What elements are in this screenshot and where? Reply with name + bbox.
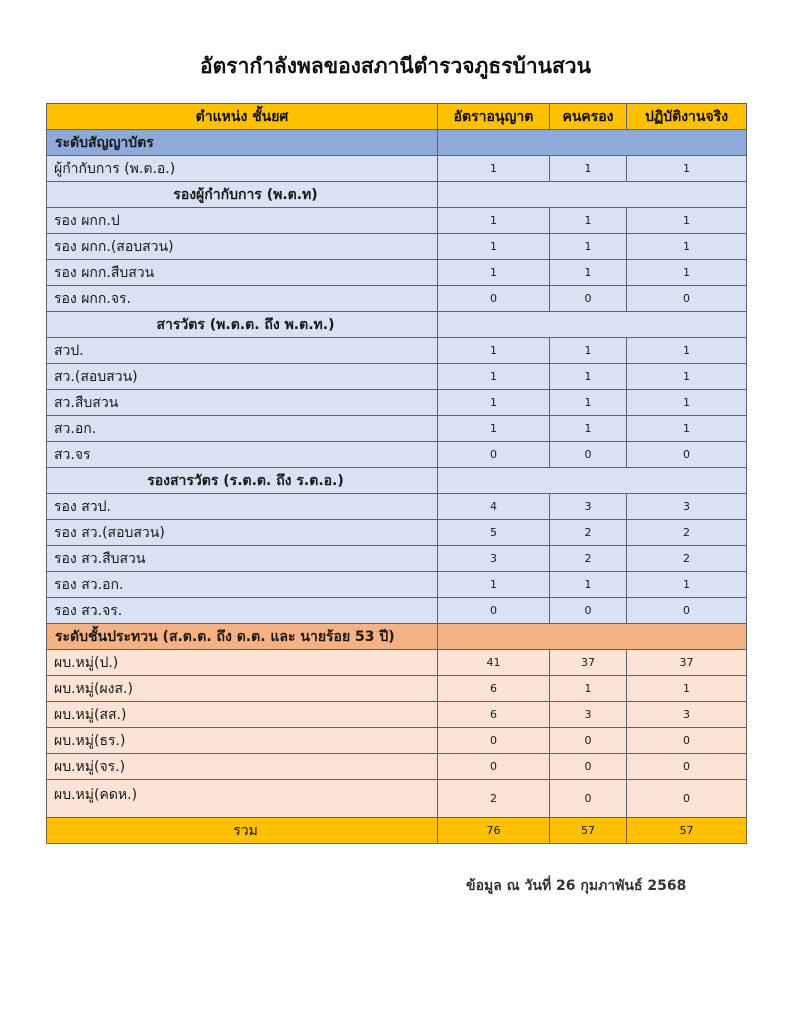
holding-cell: 37 [550, 650, 627, 676]
authorized-cell: 1 [438, 260, 550, 286]
authorized-cell: 1 [438, 156, 550, 182]
holding-cell: 1 [550, 234, 627, 260]
holding-cell: 1 [550, 338, 627, 364]
total-row [47, 818, 747, 844]
holding-cell: 2 [550, 520, 627, 546]
table-row [47, 572, 747, 598]
position-cell: สว.จร [47, 442, 438, 468]
section-spacer [438, 130, 747, 156]
authorized-cell: 1 [438, 208, 550, 234]
holding-cell: 0 [550, 286, 627, 312]
position-cell: รอง สว.จร. [47, 598, 438, 624]
header-position: ตำแหน่ง ชั้นยศ [47, 104, 438, 130]
holding-cell: 2 [550, 546, 627, 572]
table-row [47, 260, 747, 286]
position-cell: ผู้กำกับการ (พ.ต.อ.) [47, 156, 438, 182]
active-cell: 1 [627, 260, 747, 286]
total-holding: 57 [550, 818, 627, 844]
page-title: อัตรากำลังพลของสภานีตำรวจภูธรบ้านสวน [200, 54, 591, 78]
active-cell: 2 [627, 546, 747, 572]
authorized-cell: 6 [438, 676, 550, 702]
active-cell: 0 [627, 728, 747, 754]
table-row [47, 676, 747, 702]
table-row [47, 520, 747, 546]
authorized-cell: 1 [438, 572, 550, 598]
authorized-cell: 4 [438, 494, 550, 520]
authorized-cell: 5 [438, 520, 550, 546]
authorized-cell: 1 [438, 338, 550, 364]
position-cell: รอง สวป. [47, 494, 438, 520]
authorized-cell: 1 [438, 364, 550, 390]
active-cell: 0 [627, 754, 747, 780]
subsection-label: รองผู้กำกับการ (พ.ต.ท) [47, 182, 438, 208]
active-cell: 1 [627, 676, 747, 702]
active-cell: 1 [627, 364, 747, 390]
table-row [47, 390, 747, 416]
position-cell: สวป. [47, 338, 438, 364]
holding-cell: 0 [550, 728, 627, 754]
subsection-row-deputy-inspector [47, 468, 747, 494]
active-cell: 0 [627, 442, 747, 468]
position-cell: รอง ผกก.สืบสวน [47, 260, 438, 286]
header-authorized: อัตราอนุญาต [438, 104, 550, 130]
subsection-row-inspector [47, 312, 747, 338]
position-cell: ผบ.หมู่(คดห.) [47, 780, 438, 818]
section-row-commissioned [47, 130, 747, 156]
authorized-cell: 0 [438, 286, 550, 312]
position-cell: ผบ.หมู่(จร.) [47, 754, 438, 780]
section-label: ระดับสัญญาบัตร [47, 130, 438, 156]
header-holding: คนครอง [550, 104, 627, 130]
table-header-row [47, 104, 747, 130]
authorized-cell: 0 [438, 754, 550, 780]
section-spacer [438, 312, 747, 338]
table-row [47, 494, 747, 520]
active-cell: 37 [627, 650, 747, 676]
position-cell: รอง ผกก.จร. [47, 286, 438, 312]
position-cell: สว.(สอบสวน) [47, 364, 438, 390]
position-cell: ผบ.หมู่(ผงส.) [47, 676, 438, 702]
holding-cell: 0 [550, 780, 627, 818]
table-row [47, 416, 747, 442]
section-spacer [438, 468, 747, 494]
active-cell: 3 [627, 702, 747, 728]
active-cell: 1 [627, 156, 747, 182]
holding-cell: 1 [550, 260, 627, 286]
position-cell: ผบ.หมู่(ธร.) [47, 728, 438, 754]
total-label: รวม [47, 818, 438, 844]
table-row [47, 546, 747, 572]
table-row [47, 754, 747, 780]
holding-cell: 1 [550, 390, 627, 416]
table-row [47, 728, 747, 754]
table-row [47, 650, 747, 676]
authorized-cell: 0 [438, 728, 550, 754]
holding-cell: 1 [550, 364, 627, 390]
position-cell: ผบ.หมู่(ป.) [47, 650, 438, 676]
position-cell: สว.สืบสวน [47, 390, 438, 416]
table-row [47, 598, 747, 624]
authorized-cell: 0 [438, 442, 550, 468]
authorized-cell: 2 [438, 780, 550, 818]
authorized-cell: 1 [438, 416, 550, 442]
active-cell: 1 [627, 416, 747, 442]
active-cell: 1 [627, 572, 747, 598]
holding-cell: 1 [550, 416, 627, 442]
table-row [47, 234, 747, 260]
table-row [47, 442, 747, 468]
table-row [47, 702, 747, 728]
authorized-cell: 0 [438, 598, 550, 624]
total-active: 57 [627, 818, 747, 844]
subsection-row-deputy-superintendent [47, 182, 747, 208]
section-spacer [438, 624, 747, 650]
active-cell: 2 [627, 520, 747, 546]
position-cell: รอง สว.สืบสวน [47, 546, 438, 572]
active-cell: 1 [627, 234, 747, 260]
section-spacer [438, 182, 747, 208]
position-cell: สว.อก. [47, 416, 438, 442]
holding-cell: 3 [550, 702, 627, 728]
holding-cell: 1 [550, 676, 627, 702]
authorized-cell: 41 [438, 650, 550, 676]
holding-cell: 0 [550, 598, 627, 624]
subsection-label: รองสารวัตร (ร.ต.ต. ถึง ร.ต.อ.) [47, 468, 438, 494]
position-cell: รอง สว.(สอบสวน) [47, 520, 438, 546]
table-row [47, 338, 747, 364]
active-cell: 1 [627, 390, 747, 416]
table-row [47, 208, 747, 234]
table-row [47, 286, 747, 312]
holding-cell: 1 [550, 156, 627, 182]
position-cell: รอง สว.อก. [47, 572, 438, 598]
active-cell: 1 [627, 208, 747, 234]
active-cell: 0 [627, 780, 747, 818]
holding-cell: 1 [550, 572, 627, 598]
active-cell: 3 [627, 494, 747, 520]
position-cell: รอง ผกก.ป [47, 208, 438, 234]
table-row [47, 364, 747, 390]
active-cell: 1 [627, 338, 747, 364]
position-cell: รอง ผกก.(สอบสวน) [47, 234, 438, 260]
authorized-cell: 6 [438, 702, 550, 728]
subsection-label: สารวัตร (พ.ต.ต. ถึง พ.ต.ท.) [47, 312, 438, 338]
table-row [47, 156, 747, 182]
section-row-non-commissioned [47, 624, 747, 650]
authorized-cell: 1 [438, 234, 550, 260]
data-date-note: ข้อมูล ณ วันที่ 26 กุมภาพันธ์ 2568 [466, 878, 687, 894]
active-cell: 0 [627, 286, 747, 312]
staffing-table [46, 103, 747, 844]
header-active: ปฏิบัติงานจริง [627, 104, 747, 130]
holding-cell: 0 [550, 442, 627, 468]
authorized-cell: 1 [438, 390, 550, 416]
active-cell: 0 [627, 598, 747, 624]
position-cell: ผบ.หมู่(สส.) [47, 702, 438, 728]
table-row [47, 780, 747, 818]
authorized-cell: 3 [438, 546, 550, 572]
holding-cell: 0 [550, 754, 627, 780]
holding-cell: 1 [550, 208, 627, 234]
holding-cell: 3 [550, 494, 627, 520]
section-label: ระดับชั้นประทวน (ส.ต.ต. ถึง ด.ต. และ นายร้อย 53 ปี) [47, 624, 438, 650]
total-authorized: 76 [438, 818, 550, 844]
